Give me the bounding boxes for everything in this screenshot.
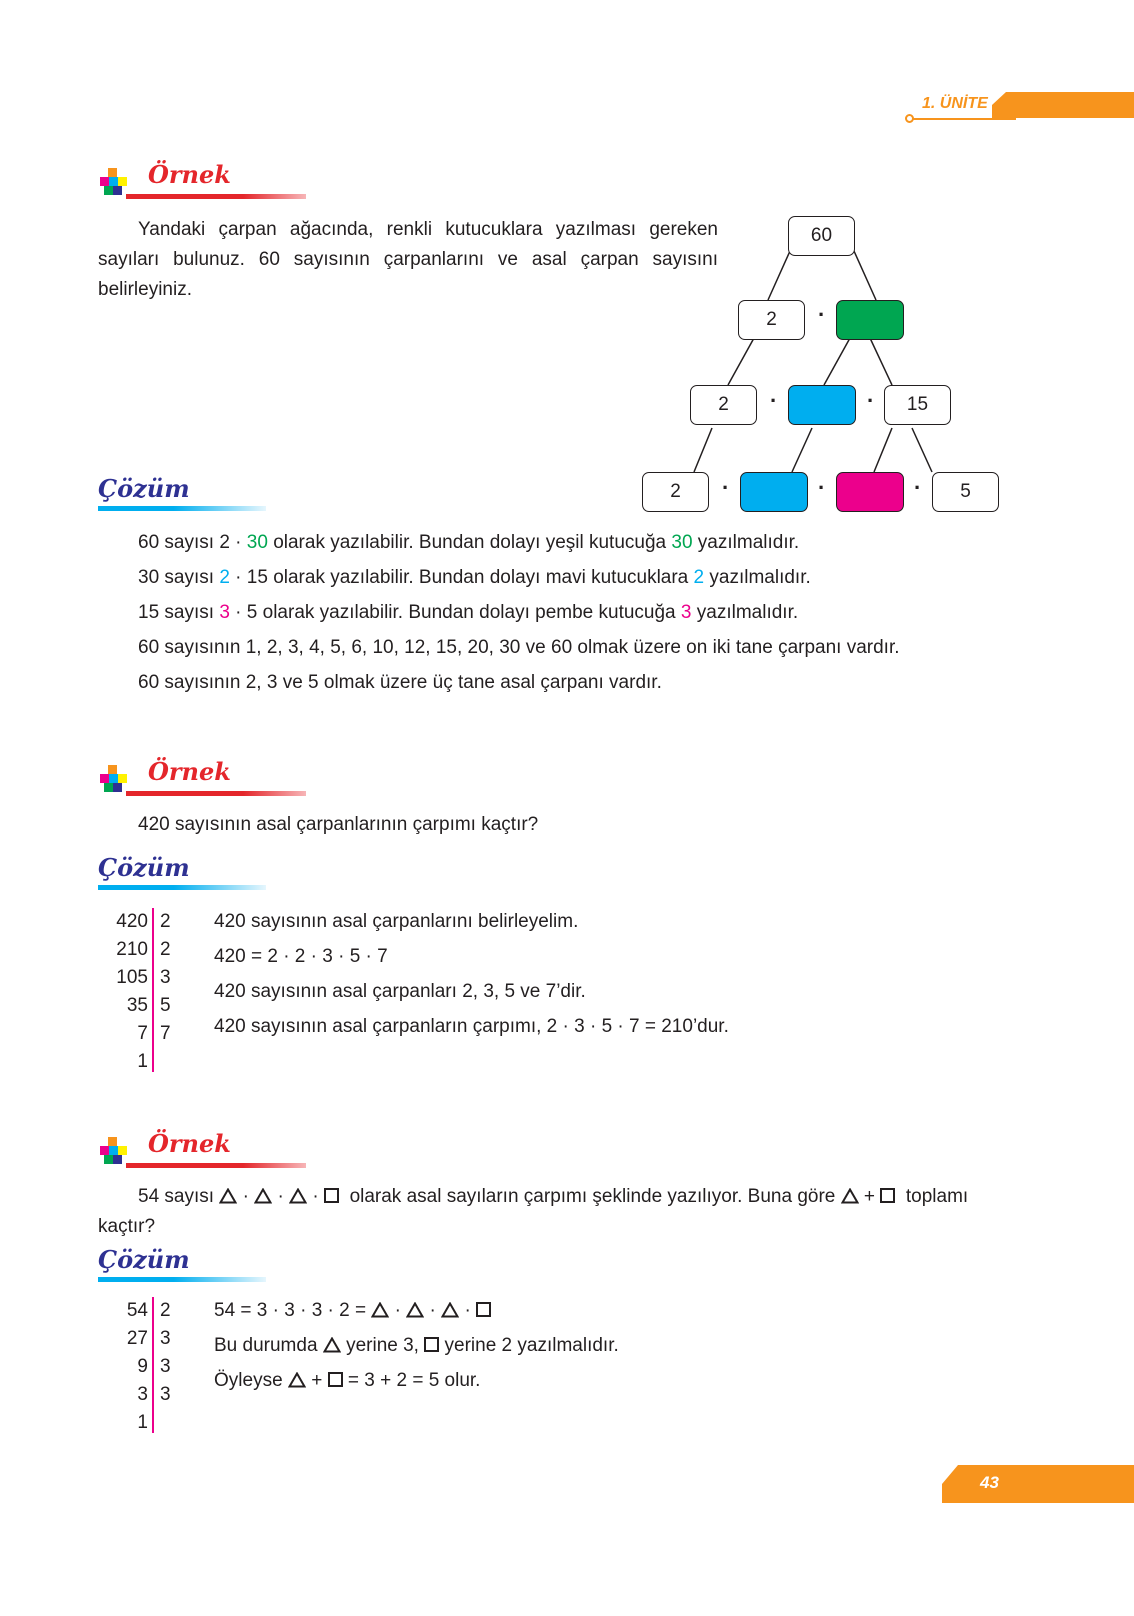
- triangle-icon: [371, 1302, 389, 1318]
- unit-label: 1. ÜNİTE: [922, 95, 988, 112]
- heading-underline: [126, 1163, 306, 1168]
- tree-level1-left-box: 2: [738, 300, 805, 340]
- tree-root-box: 60: [788, 216, 855, 256]
- solution-underline: [98, 506, 266, 511]
- heading-text: Örnek: [148, 757, 231, 786]
- ladder-number: 3: [137, 1384, 148, 1405]
- example-1-solution-heading: [98, 474, 268, 514]
- triangle-icon: [254, 1188, 272, 1204]
- solution-line-5: 60 sayısının 2, 3 ve 5 olmak üzere üç tane asal çarpanı vardır.: [138, 672, 662, 693]
- tree-level2-right-box: 15: [884, 385, 951, 425]
- ladder-factor: 7: [160, 1023, 171, 1044]
- example-2-heading: [98, 757, 231, 797]
- ladder-factor: 2: [160, 911, 171, 932]
- solution-underline: [98, 885, 266, 890]
- ladder-factor: 2: [160, 1300, 171, 1321]
- solution-line-2: 30 sayısı 2 · 15 olarak yazılabilir. Bundan dolayı mavi kutucuklara 2 yazılmalıdır.: [138, 567, 811, 588]
- solution-underline: [98, 1277, 266, 1282]
- example-3-line-1: 54 = 3 · 3 · 3 · 2 = · · ·: [214, 1296, 491, 1326]
- ladder-number: 35: [126, 995, 148, 1016]
- ladder-factor: 3: [160, 1328, 171, 1349]
- solution-heading-text: Çözüm: [98, 474, 190, 503]
- heading-underline: [126, 791, 306, 796]
- example-2-line-1: 420 sayısının asal çarpanlarını belirleyelim.: [214, 911, 579, 932]
- tree-level3-right-box: 5: [932, 472, 999, 512]
- example-3-line-3: Öyleyse + = 3 + 2 = 5 olur.: [214, 1370, 481, 1391]
- example-3-question-line-1: 54 sayısı · · · olarak asal sayıların çarpımı şeklinde yazılıyor. Buna göre + toplamı: [138, 1186, 969, 1207]
- green-box: [836, 300, 904, 340]
- triangle-icon: [219, 1188, 237, 1204]
- ladder-number: 105: [116, 967, 148, 988]
- tree-dot: ·: [867, 388, 875, 413]
- ladder-factor: 2: [160, 939, 171, 960]
- ladder-number: 1: [137, 1412, 148, 1433]
- example-3-question-line-2: kaçtır?: [98, 1216, 156, 1237]
- ladder-factor: 3: [160, 1356, 171, 1377]
- heading-text: Örnek: [148, 1129, 231, 1158]
- triangle-icon: [441, 1302, 459, 1318]
- example-2-line-4: 420 sayısının asal çarpanların çarpımı, 2 · 3 · 5 · 7 = 210’dur.: [214, 1016, 729, 1037]
- heading-text: Örnek: [148, 160, 231, 189]
- example-2-line-2: 420 = 2 · 2 · 3 · 5 · 7: [214, 946, 388, 967]
- ladder-divider: [152, 908, 154, 1072]
- tree-dot: ·: [770, 388, 778, 413]
- blue-box-upper: [788, 385, 856, 425]
- solution-heading-text: Çözüm: [98, 853, 190, 882]
- example-3-heading: [98, 1129, 231, 1169]
- triangle-icon: [841, 1188, 859, 1204]
- example-2-line-3: 420 sayısının asal çarpanları 2, 3, 5 ve 7’dir.: [214, 981, 586, 1002]
- ladder-number: 7: [137, 1023, 148, 1044]
- blue-box-lower: [740, 472, 808, 512]
- ladder-number: 420: [116, 911, 148, 932]
- ladder-divider: [152, 1297, 154, 1433]
- tree-dot: ·: [818, 302, 826, 327]
- page-number: 43: [980, 1473, 999, 1492]
- example-1-question: Yandaki çarpan ağacında, renkli kutucuklara yazılması gereken sayıları bulunuz. 60 sayısının çarpanlarını ve asal çarpan sayısını belirleyiniz.: [98, 219, 718, 300]
- pink-box: [836, 472, 904, 512]
- tree-dot: ·: [722, 475, 730, 500]
- example-3-solution-heading: [98, 1245, 268, 1285]
- ladder-number: 210: [116, 939, 148, 960]
- tree-dot: ·: [818, 475, 826, 500]
- ladder-factor: 3: [160, 967, 171, 988]
- example-2-question: 420 sayısının asal çarpanlarının çarpımı kaçtır?: [138, 814, 539, 835]
- ladder-number: 9: [137, 1356, 148, 1377]
- cubes-icon: [98, 1137, 128, 1165]
- tree-dot: ·: [914, 475, 922, 500]
- triangle-icon: [406, 1302, 424, 1318]
- square-icon: [324, 1188, 339, 1203]
- solution-line-3: 15 sayısı 3 · 5 olarak yazılabilir. Bundan dolayı pembe kutucuğa 3 yazılmalıdır.: [138, 602, 799, 623]
- example-3-line-2: Bu durumda yerine 3, yerine 2 yazılmalıdır.: [214, 1335, 619, 1356]
- tree-level2-left-box: 2: [690, 385, 757, 425]
- example-2-solution-heading: [98, 853, 268, 893]
- tree-level3-left-box: 2: [642, 472, 709, 512]
- square-icon: [476, 1302, 491, 1317]
- ladder-factor: 3: [160, 1384, 171, 1405]
- triangle-icon: [288, 1372, 306, 1388]
- solution-heading-text: Çözüm: [98, 1245, 190, 1274]
- triangle-icon: [289, 1188, 307, 1204]
- factor-tree-lines: [0, 0, 1134, 520]
- cubes-icon: [98, 765, 128, 793]
- triangle-icon: [323, 1337, 341, 1353]
- solution-line-1: 60 sayısı 2 · 30 olarak yazılabilir. Bundan dolayı yeşil kutucuğa 30 yazılmalıdır.: [138, 532, 800, 553]
- ladder-number: 27: [126, 1328, 148, 1349]
- square-icon: [880, 1188, 895, 1203]
- square-icon: [328, 1372, 343, 1387]
- ladder-factor: 5: [160, 995, 171, 1016]
- square-icon: [424, 1337, 439, 1352]
- ladder-number: 1: [137, 1051, 148, 1072]
- solution-line-4: 60 sayısının 1, 2, 3, 4, 5, 6, 10, 12, 15, 20, 30 ve 60 olmak üzere on iki tane çarpanı vardır.: [138, 637, 900, 658]
- ladder-number: 54: [126, 1300, 148, 1321]
- page-number-banner: [942, 1465, 1134, 1503]
